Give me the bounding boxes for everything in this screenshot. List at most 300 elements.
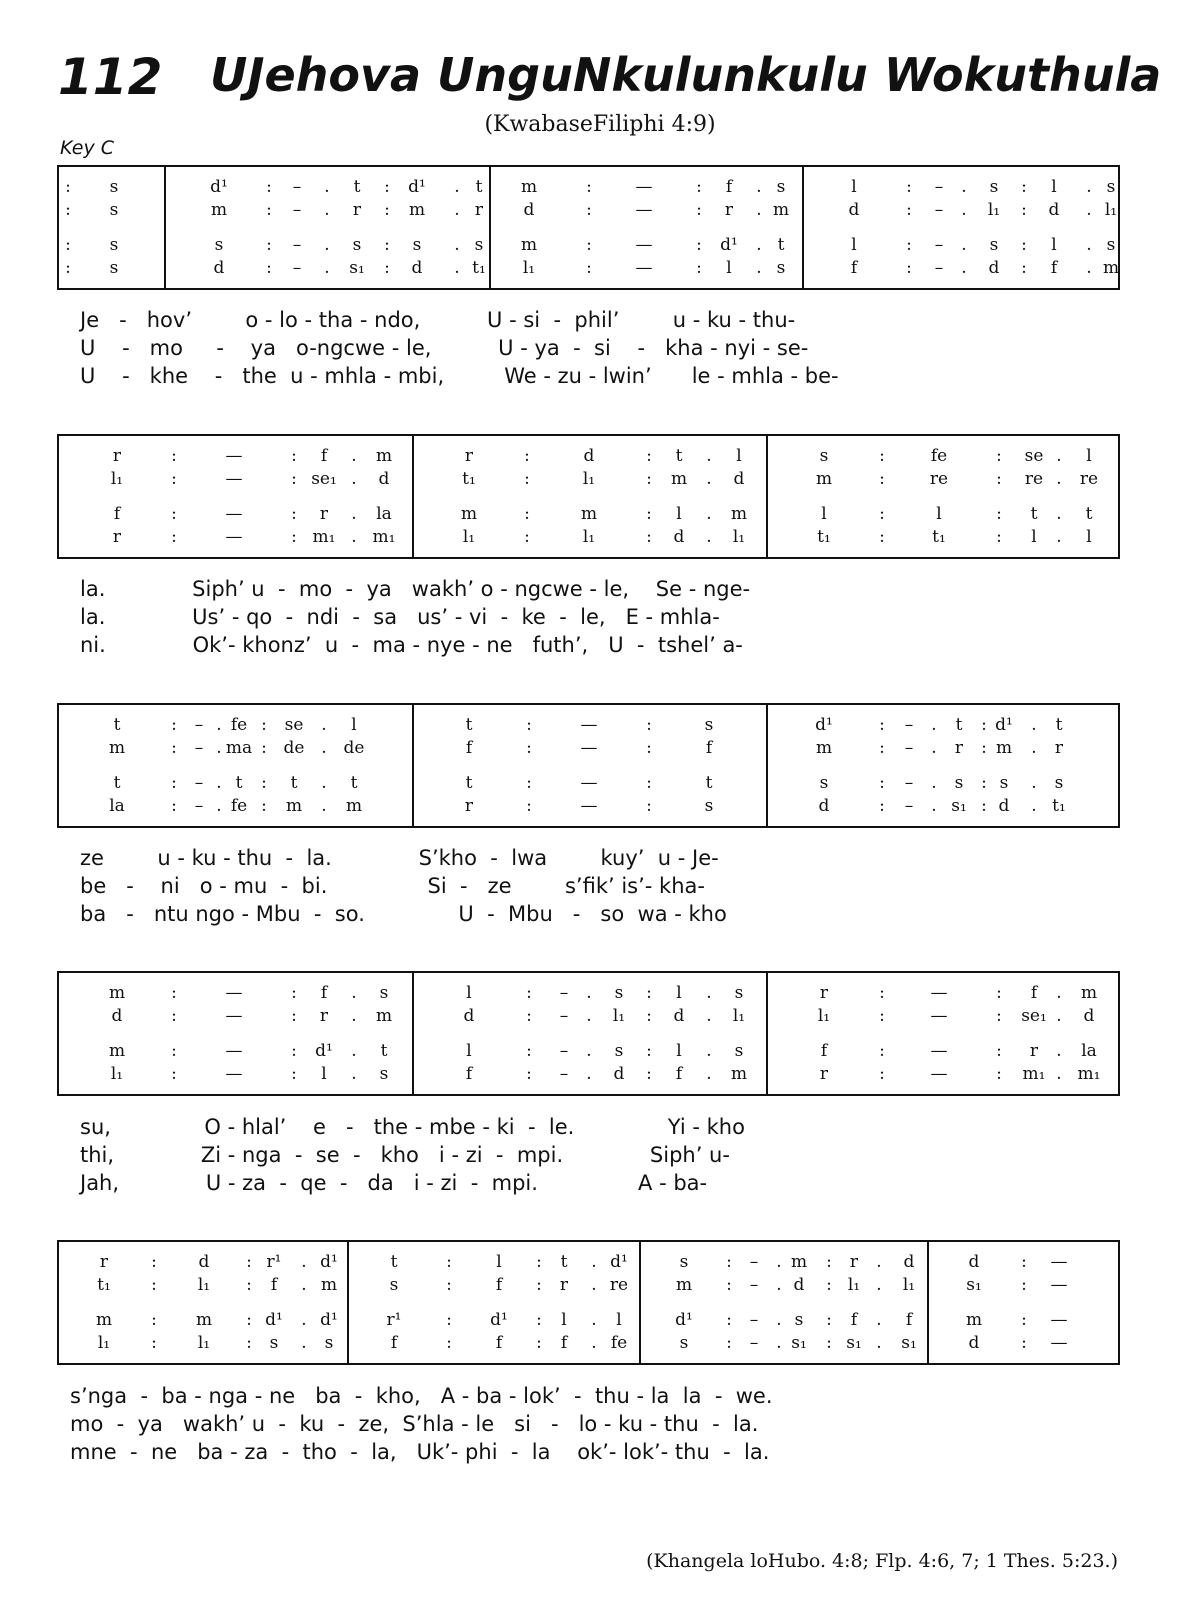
solfa-token: r (1054, 738, 1064, 758)
solfa-token: — (1050, 1333, 1068, 1353)
solfa-token: se₁ (1021, 1006, 1047, 1026)
solfa-token: : (171, 983, 177, 1003)
solfa-token: : (726, 1252, 732, 1272)
solfa-token: t (235, 773, 243, 793)
solfa-token: : (646, 1006, 652, 1026)
solfa-token: : (1021, 1333, 1027, 1353)
solfa-token: f (495, 1333, 503, 1353)
solfa-token: : (1021, 1275, 1027, 1295)
solfa-token: r¹ (266, 1252, 282, 1272)
solfa-token: m (1102, 258, 1120, 278)
solfa-token: m (285, 796, 303, 816)
solfa-token: . (216, 738, 222, 758)
solfa-token: . (351, 527, 357, 547)
solfa-token: . (1031, 715, 1037, 735)
solfa-token: d¹ (320, 1310, 338, 1330)
solfa-token: f (560, 1333, 568, 1353)
solfa-token: r (954, 738, 964, 758)
solfa-token: s (214, 235, 224, 255)
solfa-token: — (1050, 1275, 1068, 1295)
solfa-token: – (292, 235, 302, 255)
solfa-token: : (646, 504, 652, 524)
music-system-3 (57, 703, 1120, 828)
solfa-token: : (384, 200, 390, 220)
solfa-token: . (351, 446, 357, 466)
solfa-token: : (981, 715, 987, 735)
solfa-token: t (675, 446, 683, 466)
solfa-token: . (1056, 1064, 1062, 1084)
solfa-token: : (266, 200, 272, 220)
solfa-token: — (225, 527, 243, 547)
lyric-line-verse-2: la. Us’ - qo - ndi - sa us’ - vi - ke - le, E - mhla- (80, 605, 720, 629)
solfa-token: s (412, 235, 422, 255)
solfa-token: – (292, 177, 302, 197)
scripture-reference: (KwabaseFiliphi 4:9) (484, 112, 716, 137)
solfa-token: : (291, 446, 297, 466)
solfa-token: – (904, 773, 914, 793)
voice-row-2 (59, 738, 1118, 760)
solfa-token: r (474, 200, 484, 220)
solfa-token: : (65, 235, 71, 255)
solfa-token: : (586, 235, 592, 255)
solfa-token: : (524, 469, 530, 489)
voice-row-4 (59, 1333, 1118, 1355)
solfa-token: : (826, 1310, 832, 1330)
solfa-token: . (706, 527, 712, 547)
solfa-token: r (849, 1252, 859, 1272)
solfa-token: s (989, 235, 999, 255)
solfa-token: : (151, 1333, 157, 1353)
solfa-token: t₁ (462, 469, 476, 489)
voice-row-1 (59, 715, 1118, 737)
solfa-token: : (646, 1064, 652, 1084)
solfa-token: . (591, 1310, 597, 1330)
solfa-token: m (1080, 983, 1098, 1003)
solfa-token: – (934, 177, 944, 197)
solfa-token: . (931, 796, 937, 816)
solfa-token: : (291, 1006, 297, 1026)
voice-row-1 (59, 983, 1118, 1005)
voice-row-2 (59, 1006, 1118, 1028)
solfa-token: : (536, 1252, 542, 1272)
solfa-token: l (466, 983, 472, 1003)
solfa-token: m (670, 469, 688, 489)
solfa-token: : (646, 773, 652, 793)
solfa-token: f (113, 504, 121, 524)
solfa-token: . (454, 177, 460, 197)
solfa-token: t (475, 177, 483, 197)
solfa-token: d (673, 527, 685, 547)
solfa-token: . (776, 1275, 782, 1295)
solfa-token: — (930, 983, 948, 1003)
solfa-token: de (343, 738, 365, 758)
solfa-token: : (526, 1006, 532, 1026)
solfa-token: . (586, 983, 592, 1003)
solfa-token: . (706, 1006, 712, 1026)
voice-row-3 (59, 504, 1118, 526)
solfa-token: s (734, 1041, 744, 1061)
solfa-token: l₁ (97, 1333, 111, 1353)
solfa-token: s (989, 177, 999, 197)
solfa-token: : (446, 1252, 452, 1272)
solfa-token: r (1029, 1041, 1039, 1061)
solfa-token: d (1083, 1006, 1095, 1026)
solfa-token: – (934, 235, 944, 255)
solfa-token: . (961, 200, 967, 220)
solfa-token: : (171, 1041, 177, 1061)
solfa-token: t (705, 773, 713, 793)
solfa-token: : (996, 469, 1002, 489)
solfa-token: : (246, 1333, 252, 1353)
solfa-token: . (706, 504, 712, 524)
solfa-token: l (726, 258, 732, 278)
solfa-token: . (931, 715, 937, 735)
solfa-token: : (879, 1006, 885, 1026)
solfa-token: . (706, 1041, 712, 1061)
solfa-token: m (345, 796, 363, 816)
solfa-token: — (930, 1006, 948, 1026)
solfa-token: r¹ (386, 1310, 402, 1330)
solfa-token: m (108, 1041, 126, 1061)
solfa-token: s (819, 773, 829, 793)
solfa-token: — (225, 504, 243, 524)
solfa-token: : (646, 715, 652, 735)
solfa-token: . (454, 258, 460, 278)
solfa-token: la (376, 504, 392, 524)
solfa-token: s (352, 235, 362, 255)
voice-row-4 (59, 1064, 1118, 1086)
solfa-token: s (614, 983, 624, 1003)
solfa-token: d¹ (320, 1252, 338, 1272)
solfa-token: . (351, 1006, 357, 1026)
solfa-token: l₁ (582, 469, 596, 489)
solfa-token: m (108, 983, 126, 1003)
solfa-token: l (1086, 446, 1092, 466)
solfa-token: d¹ (720, 235, 738, 255)
solfa-token: t (290, 773, 298, 793)
solfa-token: : (696, 200, 702, 220)
solfa-token: m (965, 1310, 983, 1330)
solfa-token: : (536, 1275, 542, 1295)
solfa-token: : (586, 177, 592, 197)
solfa-token: m (815, 738, 833, 758)
solfa-token: . (324, 258, 330, 278)
solfa-token: . (961, 258, 967, 278)
solfa-token: – (194, 738, 204, 758)
solfa-token: : (826, 1333, 832, 1353)
solfa-token: f (320, 983, 328, 1003)
solfa-token: – (559, 1006, 569, 1026)
solfa-token: l (321, 1064, 327, 1084)
solfa-token: s (389, 1275, 399, 1295)
solfa-token: . (876, 1252, 882, 1272)
solfa-token: t (465, 773, 473, 793)
solfa-token: re (609, 1275, 629, 1295)
solfa-token: l (1051, 177, 1057, 197)
solfa-token: t₁ (1052, 796, 1066, 816)
solfa-token: : (261, 738, 267, 758)
solfa-token: l₁ (1104, 200, 1118, 220)
solfa-token: : (291, 504, 297, 524)
solfa-token: s (1106, 177, 1116, 197)
solfa-token: m (772, 200, 790, 220)
solfa-token: . (876, 1310, 882, 1330)
solfa-token: l₁ (817, 1006, 831, 1026)
solfa-token: : (879, 527, 885, 547)
solfa-token: f (705, 738, 713, 758)
solfa-token: : (996, 1064, 1002, 1084)
solfa-token: . (321, 715, 327, 735)
solfa-token: t (380, 1041, 388, 1061)
solfa-token: – (934, 258, 944, 278)
solfa-token: : (1021, 200, 1027, 220)
solfa-token: : (879, 983, 885, 1003)
solfa-token: m (520, 235, 538, 255)
solfa-token: : (246, 1252, 252, 1272)
solfa-token: . (706, 469, 712, 489)
solfa-token: s (109, 200, 119, 220)
solfa-token: : (171, 1064, 177, 1084)
solfa-token: l (1031, 527, 1037, 547)
solfa-token: m (195, 1310, 213, 1330)
solfa-token: . (756, 177, 762, 197)
solfa-token: fe (610, 1333, 628, 1353)
solfa-token: d¹ (265, 1310, 283, 1330)
solfa-token: . (756, 258, 762, 278)
solfa-token: — (930, 1041, 948, 1061)
solfa-token: fe (230, 715, 248, 735)
solfa-token: — (580, 796, 598, 816)
solfa-token: m₁ (1022, 1064, 1046, 1084)
solfa-token: re (929, 469, 949, 489)
solfa-token: . (1056, 1041, 1062, 1061)
solfa-token: ma (225, 738, 253, 758)
solfa-token: : (1021, 1252, 1027, 1272)
solfa-token: : (151, 1275, 157, 1295)
solfa-token: l (1086, 527, 1092, 547)
solfa-token: t (1085, 504, 1093, 524)
solfa-token: d (463, 1006, 475, 1026)
solfa-token: : (696, 235, 702, 255)
solfa-token: t (350, 773, 358, 793)
solfa-token: : (586, 258, 592, 278)
solfa-token: – (292, 200, 302, 220)
solfa-token: s (1054, 773, 1064, 793)
solfa-token: . (1056, 446, 1062, 466)
solfa-token: s (776, 258, 786, 278)
solfa-token: . (591, 1252, 597, 1272)
solfa-token: l (676, 504, 682, 524)
solfa-token: r (319, 504, 329, 524)
solfa-token: . (1086, 177, 1092, 197)
solfa-token: r (724, 200, 734, 220)
solfa-token: s (109, 235, 119, 255)
solfa-token: r (352, 200, 362, 220)
solfa-token: . (321, 796, 327, 816)
solfa-token: m (815, 469, 833, 489)
solfa-token: se (284, 715, 304, 735)
voice-row-3 (59, 1310, 1118, 1332)
solfa-token: . (776, 1310, 782, 1330)
solfa-token: : (1021, 1310, 1027, 1330)
solfa-token: f (320, 446, 328, 466)
solfa-token: . (351, 469, 357, 489)
solfa-token: – (194, 715, 204, 735)
lyric-line-verse-2: be - ni o - mu - bi. Si - ze s’fik’ is’- kha- (80, 874, 705, 898)
solfa-token: – (559, 1041, 569, 1061)
solfa-token: re (1024, 469, 1044, 489)
solfa-token: r (464, 446, 474, 466)
solfa-token: t (353, 177, 361, 197)
solfa-token: s (474, 235, 484, 255)
solfa-token: . (1031, 773, 1037, 793)
solfa-token: . (216, 773, 222, 793)
solfa-token: se₁ (311, 469, 337, 489)
solfa-token: : (526, 738, 532, 758)
solfa-token: d¹ (315, 1041, 333, 1061)
solfa-token: l (821, 504, 827, 524)
voice-row-4 (59, 258, 1118, 280)
solfa-token: — (225, 983, 243, 1003)
lyric-line-verse-1: Je - hov’ o - lo - tha - ndo, U - si - phil’ u - ku - thu- (80, 308, 796, 332)
solfa-token: s (324, 1333, 334, 1353)
solfa-token: . (1056, 527, 1062, 547)
solfa-token: . (324, 235, 330, 255)
solfa-token: : (996, 527, 1002, 547)
solfa-token: . (324, 177, 330, 197)
solfa-token: . (586, 1064, 592, 1084)
solfa-token: : (65, 258, 71, 278)
voice-row-1 (59, 446, 1118, 468)
solfa-token: . (1031, 738, 1037, 758)
solfa-token: : (261, 715, 267, 735)
solfa-token: t (1030, 504, 1038, 524)
solfa-token: . (1056, 1006, 1062, 1026)
solfa-token: . (301, 1252, 307, 1272)
solfa-token: f (725, 177, 733, 197)
solfa-token: – (749, 1333, 759, 1353)
voice-row-4 (59, 796, 1118, 818)
solfa-token: . (351, 983, 357, 1003)
solfa-token: : (981, 796, 987, 816)
solfa-token: t (777, 235, 785, 255)
solfa-token: d (673, 1006, 685, 1026)
solfa-token: m (460, 504, 478, 524)
solfa-token: : (536, 1310, 542, 1330)
solfa-token: d (411, 258, 423, 278)
solfa-token: : (526, 715, 532, 735)
solfa-token: se (1024, 446, 1044, 466)
solfa-token: s (999, 773, 1009, 793)
solfa-token: . (216, 796, 222, 816)
solfa-token: d¹ (815, 715, 833, 735)
solfa-token: m (320, 1275, 338, 1295)
solfa-token: – (292, 258, 302, 278)
solfa-token: : (536, 1333, 542, 1353)
solfa-token: r (112, 446, 122, 466)
solfa-token: s (379, 983, 389, 1003)
solfa-token: d (1048, 200, 1060, 220)
solfa-token: l₁ (522, 258, 536, 278)
solfa-token: – (749, 1275, 759, 1295)
solfa-token: : (446, 1333, 452, 1353)
solfa-token: d¹ (210, 177, 228, 197)
solfa-token: t (955, 715, 963, 735)
solfa-token: : (524, 504, 530, 524)
solfa-token: d (613, 1064, 625, 1084)
solfa-token: . (756, 200, 762, 220)
solfa-token: : (996, 504, 1002, 524)
solfa-token: m₁ (372, 527, 396, 547)
solfa-token: l₁ (847, 1275, 861, 1295)
solfa-token: f (905, 1310, 913, 1330)
lyric-line-verse-3: ba - ntu ngo - Mbu - so. U - Mbu - so wa - kho (80, 902, 727, 926)
solfa-token: : (291, 527, 297, 547)
solfa-token: la (109, 796, 125, 816)
solfa-token: – (749, 1310, 759, 1330)
solfa-token: l (851, 177, 857, 197)
solfa-token: r (819, 983, 829, 1003)
solfa-token: t (560, 1252, 568, 1272)
solfa-token: l₁ (732, 1006, 746, 1026)
solfa-token: – (194, 773, 204, 793)
solfa-token: l₁ (732, 527, 746, 547)
solfa-token: l (936, 504, 942, 524)
solfa-token: : (1021, 258, 1027, 278)
solfa-token: : (646, 446, 652, 466)
solfa-token: : (246, 1275, 252, 1295)
solfa-token: — (225, 1041, 243, 1061)
solfa-token: s₁ (846, 1333, 862, 1353)
solfa-token: . (1056, 504, 1062, 524)
solfa-token: : (826, 1275, 832, 1295)
solfa-token: f (465, 738, 473, 758)
solfa-token: s (269, 1333, 279, 1353)
solfa-token: . (351, 504, 357, 524)
voice-row-2 (59, 1275, 1118, 1297)
solfa-token: : (291, 469, 297, 489)
solfa-token: f (675, 1064, 683, 1084)
solfa-token: : (996, 1041, 1002, 1061)
solfa-token: . (586, 1041, 592, 1061)
solfa-token: : (906, 235, 912, 255)
solfa-token: fe (930, 446, 948, 466)
solfa-token: — (635, 235, 653, 255)
solfa-token: – (904, 796, 914, 816)
solfa-token: . (1031, 796, 1037, 816)
solfa-token: : (291, 983, 297, 1003)
solfa-token: – (749, 1252, 759, 1272)
solfa-token: : (981, 773, 987, 793)
solfa-token: t₁ (472, 258, 486, 278)
solfa-token: : (996, 446, 1002, 466)
solfa-token: s (109, 258, 119, 278)
solfa-token: : (171, 738, 177, 758)
solfa-token: : (171, 715, 177, 735)
solfa-token: m (408, 200, 426, 220)
solfa-token: s₁ (966, 1275, 982, 1295)
voice-row-3 (59, 235, 1118, 257)
solfa-token: t₁ (817, 527, 831, 547)
solfa-token: – (904, 738, 914, 758)
solfa-token: : (879, 446, 885, 466)
lyric-line-verse-3: Jah, U - za - qe - da i - zi - mpi. A - ba- (80, 1171, 708, 1195)
solfa-token: . (351, 1041, 357, 1061)
solfa-token: : (526, 983, 532, 1003)
solfa-token: . (301, 1275, 307, 1295)
solfa-token: d (583, 446, 595, 466)
solfa-token: — (580, 715, 598, 735)
